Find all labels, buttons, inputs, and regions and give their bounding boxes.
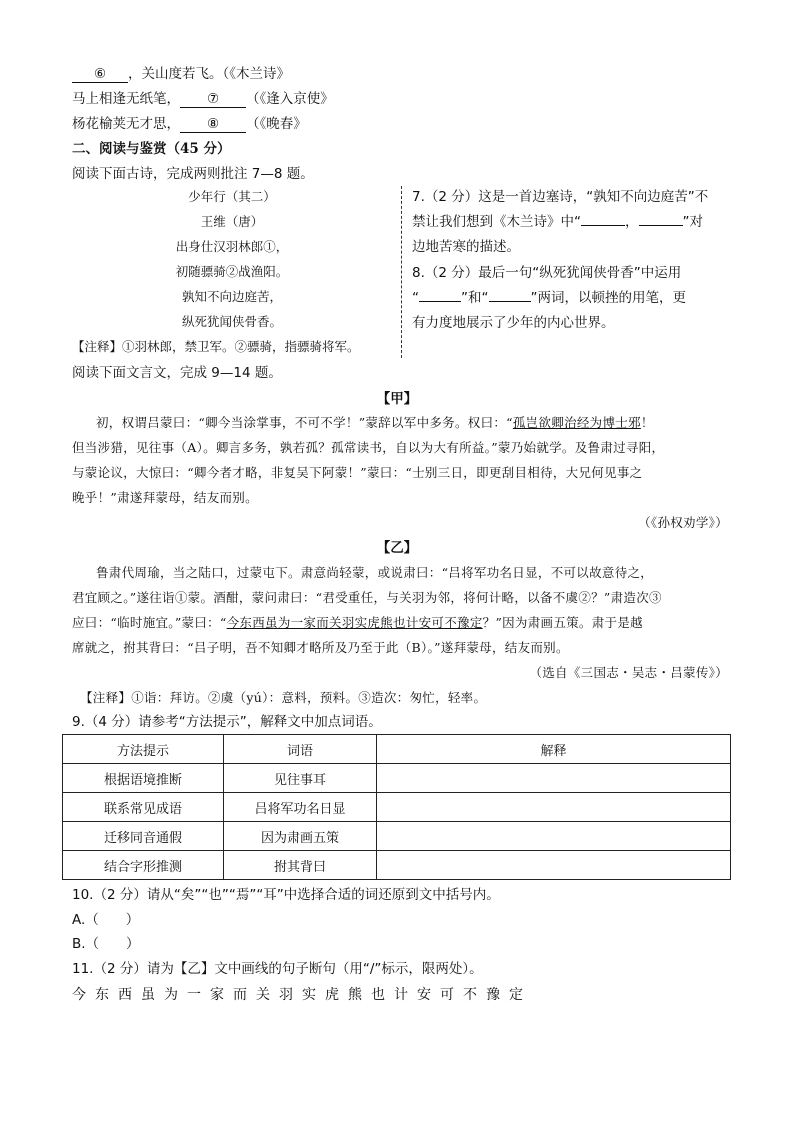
table-row [63, 793, 731, 822]
question-9: 9.（4 分）请参考“方法提示”，解释文中加点词语。 [72, 714, 382, 730]
table-row [63, 764, 731, 793]
question-7 [412, 185, 732, 260]
q7-blank-1[interactable] [581, 225, 625, 226]
q8-line: 8.（2 分）最后一句“纵死犹闻侠骨香”中运用 [412, 265, 682, 281]
question-10: 10.（2 分）请从“矣”“也”“焉”“耳”中选择合适的词还原到文中括号内。 [72, 887, 500, 903]
table-header: 解释 [377, 735, 731, 764]
poem-line: 孰知不向边庭苦， [181, 289, 282, 304]
yi-text: ？”因为肃画五策。肃于是越 [482, 615, 643, 630]
fill-line-6 [72, 64, 290, 84]
yi-source: （选自《三国志・吴志・吕蒙传》） [529, 665, 728, 680]
fill-blank[interactable]: ⑥ [72, 66, 128, 83]
segment-sentence[interactable]: 今东西虽为一家而关羽实虎熊也计安可不豫定 [72, 987, 532, 1003]
q7-blank-2[interactable] [639, 225, 683, 226]
yi-heading: 【乙】 [376, 540, 418, 556]
question-11: 11.（2 分）请为【乙】文中画线的句子断句（用“/”标示，限两处）。 [72, 961, 483, 977]
poem-line: 纵死犹闻侠骨香。 [181, 314, 282, 329]
section-title: 二、阅读与鉴赏（45 分） [72, 141, 231, 157]
classic-intro: 阅读下面文言文，完成 9—14 题。 [72, 365, 282, 381]
q8-text: “ [412, 290, 419, 306]
fill-line-8 [72, 114, 307, 134]
q8-text: ”两词，以顿挫的用笔，更 [530, 290, 686, 306]
table-header: 词语 [224, 735, 377, 764]
fill-text: 马上相逢无纸笔， [72, 91, 180, 107]
fill-text: （《晚春》 [246, 116, 307, 132]
table-cell: 根据语境推断 [63, 764, 224, 793]
table-cell: 联系常见成语 [63, 793, 224, 822]
jia-line: 与蒙论议，大惊曰：“卿今者才略，非复吴下阿蒙！”蒙曰：“士别三日，即更刮目相待，大兄何见事之 [72, 465, 643, 480]
fill-blank[interactable]: ⑦ [180, 91, 246, 108]
q7-text: 禁让我们想到《木兰诗》中“ [412, 214, 581, 230]
jia-source: （《孙权劝学》） [638, 515, 728, 530]
yi-line [72, 613, 643, 633]
table-header: 方法提示 [63, 735, 224, 764]
table-row [63, 851, 731, 880]
table-cell: 结合字形推测 [63, 851, 224, 880]
table-cell: 吕将军功名日显 [224, 793, 377, 822]
jia-line: 但当涉猎，见往事（A）。卿言多务，孰若孤？孤常读书，自以为大有所益。”蒙乃始就学。及鲁肃过寻阳， [72, 440, 665, 455]
jia-line [96, 413, 654, 433]
answer-cell[interactable] [377, 764, 731, 793]
table-header-row [63, 735, 731, 764]
table-cell: 见往事耳 [224, 764, 377, 793]
q7-text: ”对 [682, 214, 703, 230]
q7-line: 边地苦寒的描述。 [412, 239, 520, 255]
answer-cell[interactable] [377, 793, 731, 822]
question-8 [412, 261, 732, 336]
yi-line: 鲁肃代周瑜，当之陆口，过蒙屯下。肃意尚轻蒙，或说肃曰：“吕将军功名日显，不可以故意待之， [96, 565, 654, 580]
method-table [62, 734, 731, 880]
column-divider [401, 186, 402, 358]
answer-a[interactable]: A.（ ） [72, 912, 140, 928]
poem-note: 【注释】①羽林郎，禁卫军。②骠骑，指骠骑将军。 [72, 339, 360, 354]
jia-underlined: 孤岂欲卿治经为博士邪 [512, 415, 641, 430]
yi-line: 君宜顾之。”遂往诣①蒙。酒酣，蒙问肃曰：“君受重任，与关羽为邻，将何计略，以备不虞②？”肃造次③ [72, 590, 662, 605]
q7-line [412, 210, 732, 235]
answer-cell[interactable] [377, 851, 731, 880]
q8-blank-2[interactable] [489, 301, 531, 302]
poem-intro: 阅读下面古诗，完成两则批注 7—8 题。 [72, 166, 314, 182]
q8-text: ”和“ [461, 290, 489, 306]
fill-text: （《逢入京使》 [246, 91, 334, 107]
yi-line: 席就之，拊其背曰：“吕子明，吾不知卿才略所及乃至于此（B）。”遂拜蒙母，结友而别。 [72, 640, 569, 655]
yi-note: 【注释】①诣：拜访。②虞（yú）：意料，预料。③造次：匆忙，轻率。 [80, 690, 487, 705]
yi-underlined: 今东西虽为一家而关羽实虎熊也计安可不豫定 [226, 615, 483, 630]
q8-line: 有力度地展示了少年的内心世界。 [412, 315, 615, 331]
fill-text: ，关山度若飞。（《木兰诗》 [128, 66, 290, 82]
answer-cell[interactable] [377, 822, 731, 851]
jia-text: 初，权谓吕蒙曰：“卿今当涂掌事，不可不学！”蒙辞以军中多务。权曰：“ [96, 415, 513, 430]
q8-blank-1[interactable] [419, 301, 461, 302]
answer-b[interactable]: B.（ ） [72, 936, 140, 952]
poem-author: 王维（唐） [200, 214, 264, 229]
poem-line: 初随骠骑②战渔阳。 [175, 264, 289, 279]
poem-title: 少年行（其二） [188, 189, 276, 204]
poem-line: 出身仕汉羽林郎①， [175, 239, 289, 254]
fill-text: 杨花榆荚无才思， [72, 116, 180, 132]
jia-text: ！ [640, 415, 654, 430]
jia-line: 晚乎！”肃遂拜蒙母，结友而别。 [72, 490, 258, 505]
q8-line [412, 286, 732, 311]
q7-line: 7.（2 分）这是一首边塞诗，“孰知不向边庭苦”不 [412, 189, 709, 205]
table-cell: 迁移同音通假 [63, 822, 224, 851]
fill-line-7 [72, 89, 334, 109]
yi-text: 应曰：“临时施宜。”蒙曰：“ [72, 615, 227, 630]
table-cell: 因为肃画五策 [224, 822, 377, 851]
table-cell: 拊其背曰 [224, 851, 377, 880]
jia-heading: 【甲】 [376, 391, 418, 407]
q7-text: ， [625, 214, 639, 230]
table-row [63, 822, 731, 851]
fill-blank[interactable]: ⑧ [180, 116, 246, 133]
